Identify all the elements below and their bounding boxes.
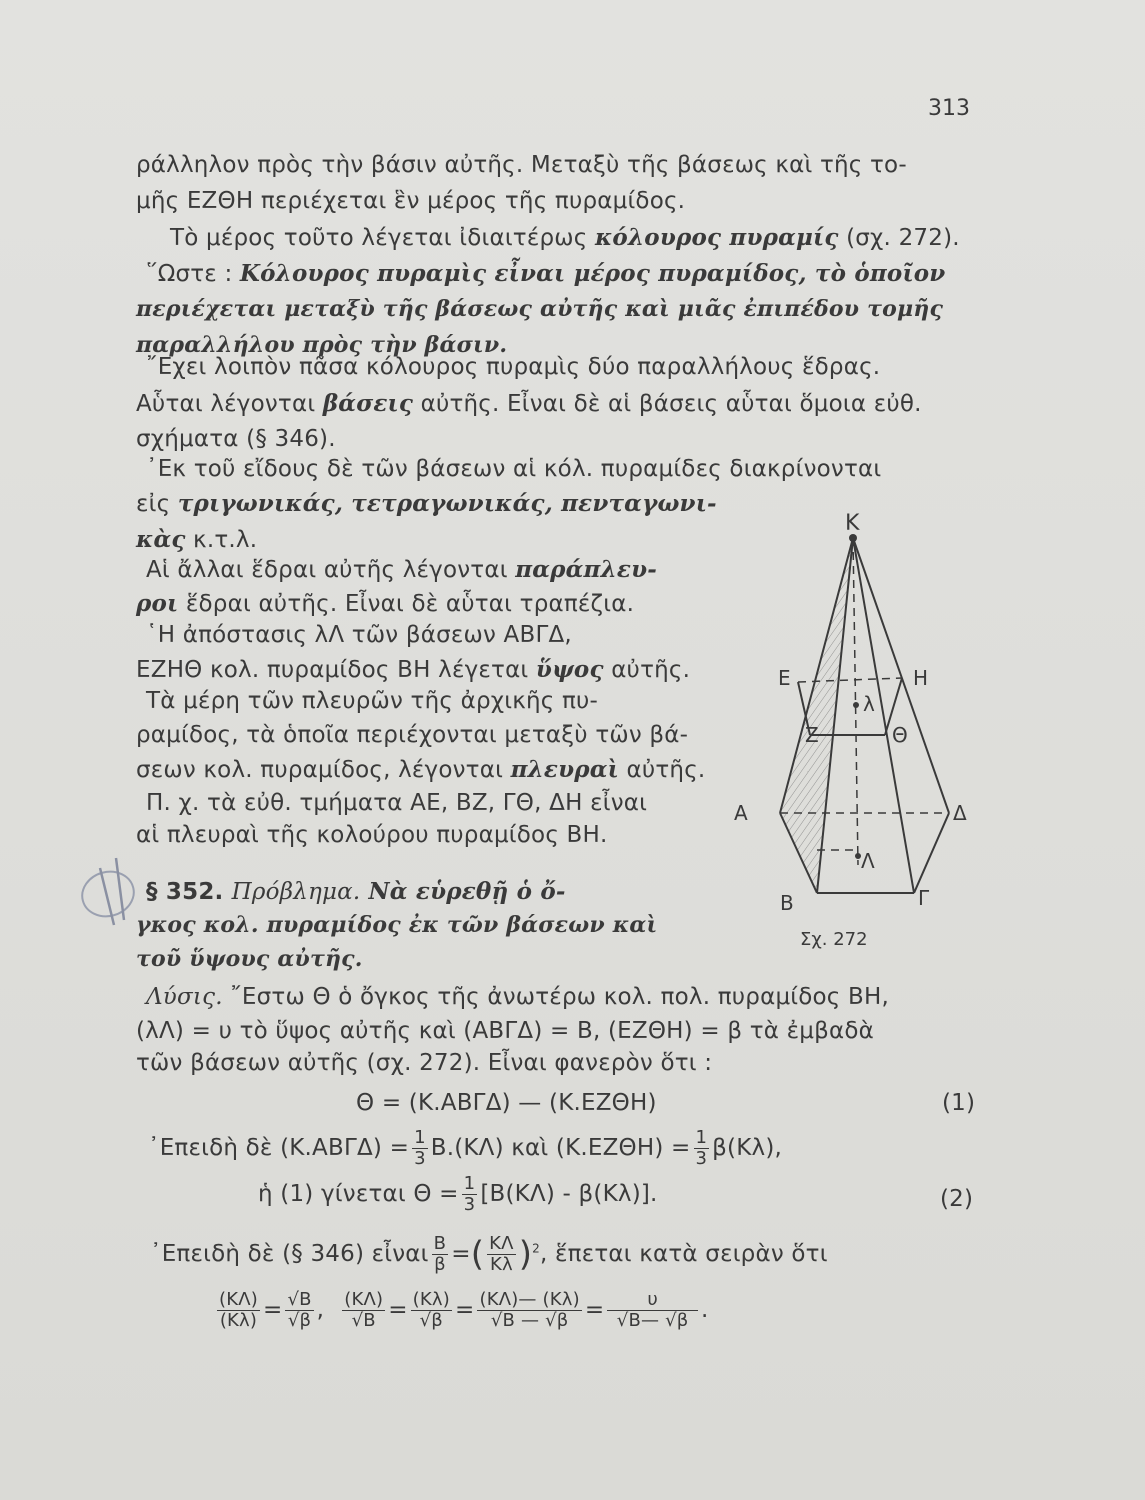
text-line: ᾿Εκ τοῦ εἴδους δὲ τῶν βάσεων αἱ κόλ. πυραμίδες διακρίνονται	[146, 456, 882, 482]
definition-line: περιέχεται μεταξὺ τῆς βάσεως αὐτῆς καὶ μιᾶς ἐπιπέδου τομῆς	[136, 296, 944, 322]
label-Theta: Θ	[892, 723, 908, 747]
equation-number: (2)	[940, 1186, 974, 1212]
label-lambda: λ	[863, 692, 875, 716]
definition-line: παραλλήλου πρὸς τὴν βάσιν.	[136, 332, 508, 358]
label-B: Β	[780, 891, 794, 915]
text-line: Τὰ μέρη τῶν πλευρῶν τῆς ἀρχικῆς πυ-	[146, 688, 599, 714]
equation-number: (1)	[942, 1090, 976, 1116]
text-line: Π. χ. τὰ εὐθ. τμήματα ΑΕ, ΒΖ, ΓΘ, ΔΗ εἶναι	[146, 790, 648, 816]
text-line: ῎Εχει λοιπὸν πᾶσα κόλουρος πυραμὶς δύο παραλλήλους ἕδρας.	[146, 354, 881, 380]
equation-3: ἡ (1) γίνεται Θ = $\frac{1}{3}$ [Β(ΚΛ) - β(Κλ)].	[258, 1173, 658, 1215]
text-line: ράλληλον πρὸς τὴν βάσιν αὐτῆς. Μεταξὺ τῆς βάσεως καὶ τῆς το-	[136, 152, 907, 178]
page-number: 313	[928, 96, 970, 121]
definition-line: ῞Ωστε : Κόλουρος πυραμὶς εἶναι μέρος πυραμίδος, τὸ ὁποῖον	[146, 260, 946, 287]
equation-5: $\frac{(K\Lambda)}{(K\lambda)}$ = $\frac{√B}{√\beta}$ , $\frac{(K\Lambda)}{√B}$ = $\frac{(K\lambda)}{√\beta}$ = $\frac{(K\Lambda)— (K\lambda)}{√B — √\beta}$ = $\frac{\upsilon}{√B— √\beta}$ .	[219, 1289, 709, 1331]
label-H: Η	[913, 666, 929, 690]
label-G: Γ	[918, 886, 930, 910]
text-line: Αἱ ἄλλαι ἕδραι αὐτῆς λέγονται παράπλευ-	[146, 556, 657, 583]
figure-272	[720, 500, 990, 960]
label-Z: Ζ	[805, 723, 819, 747]
equation-1: Θ = (Κ.ΑΒΓΔ) — (Κ.ΕΖΘΗ)	[356, 1090, 657, 1116]
text-line: σχήματα (§ 346).	[136, 426, 336, 452]
text-line: αἱ πλευραὶ τῆς κολούρου πυραμίδος ΒΗ.	[136, 822, 608, 848]
text-line: ροι ἕδραι αὐτῆς. Εἶναι δὲ αὗται τραπέζια.	[136, 590, 635, 617]
text-line: μῆς ΕΖΘΗ περιέχεται ἓν μέρος τῆς πυραμίδος.	[136, 188, 686, 214]
label-K: Κ	[845, 511, 860, 536]
section-heading: γκος κολ. πυραμίδος ἐκ τῶν βάσεων καὶ	[136, 912, 658, 938]
text-line: ΕΖΗΘ κολ. πυραμίδος ΒΗ λέγεται ὕψος αὐτῆς.	[136, 656, 691, 683]
text-line: τῶν βάσεων αὐτῆς (σχ. 272). Εἶναι φανερὸν ὅτι :	[136, 1050, 713, 1076]
label-A: Α	[734, 801, 748, 825]
text-line: Αὗται λέγονται βάσεις αὐτῆς. Εἶναι δὲ αἱ βάσεις αὗται ὅμοια εὐθ.	[136, 390, 922, 417]
text-line: ραμίδος, τὰ ὁποῖα περιέχονται μεταξὺ τῶν βά-	[136, 722, 689, 748]
text-line: εἰς τριγωνικάς, τετραγωνικάς, πενταγωνι-	[136, 490, 717, 517]
text-line: Λύσις. ῎Εστω Θ ὁ ὄγκος τῆς ἀνωτέρω κολ. πολ. πυραμίδος ΒΗ,	[146, 984, 889, 1010]
text-line: σεων κολ. πυραμίδος, λέγονται πλευραὶ αὐτῆς.	[136, 756, 706, 783]
equation-4: ᾿Επειδὴ δὲ (§ 346) εἶναι $\frac{B}{\beta}$ =( $\frac{K\Lambda}{K\lambda}$ )$^2$, ἕπεται κατὰ σειρὰν ὅτι	[150, 1233, 828, 1275]
text-line: κὰς κ.τ.λ.	[136, 526, 258, 553]
section-heading: τοῦ ὕψους αὐτῆς.	[136, 946, 363, 972]
text-line: (λΛ) = υ τὸ ὕψος αὐτῆς καὶ (ΑΒΓΔ) = Β, (ΕΖΘΗ) = β τὰ ἐμβαδὰ	[136, 1018, 874, 1044]
shaded-face	[780, 538, 853, 893]
figure-caption: Σχ. 272	[800, 929, 868, 950]
label-Lambda: Λ	[861, 849, 875, 873]
section-heading: § 352. Πρόβλημα. Νὰ εὑρεθῇ ὁ ὄ-	[146, 878, 566, 905]
equation-2: ᾿Επειδὴ δὲ (Κ.ΑΒΓΔ) = $\frac{1}{3}$ Β.(ΚΛ) καὶ (Κ.ΕΖΘΗ) = $\frac{1}{3}$ β(Κλ),	[148, 1127, 783, 1169]
label-D: Δ	[953, 801, 967, 825]
text-line: ῾Η ἀπόστασις λΛ τῶν βάσεων ΑΒΓΔ,	[146, 622, 572, 648]
text-line: Τὸ μέρος τοῦτο λέγεται ἰδιαιτέρως κόλουρος πυραμίς (σχ. 272).	[170, 224, 960, 251]
label-E: Ε	[778, 666, 791, 690]
